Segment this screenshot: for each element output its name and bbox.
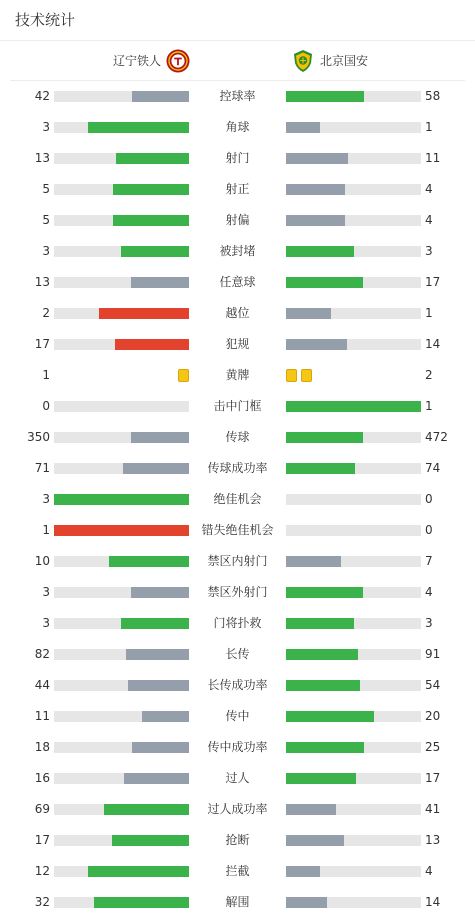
home-stat-bar (54, 308, 189, 319)
away-stat-value: 1 (425, 120, 433, 134)
home-stat-bar-fill (116, 153, 189, 164)
stat-row (0, 329, 475, 360)
home-stat-value: 69 (34, 802, 50, 816)
home-stat-value: 3 (42, 585, 50, 599)
stat-label: 过人 (225, 771, 250, 785)
home-stat-bar (54, 432, 189, 443)
teams-header (10, 41, 465, 81)
home-stat-bar (54, 835, 189, 846)
home-team[interactable] (113, 49, 190, 73)
stat-label: 黄牌 (225, 368, 250, 382)
away-stat-bar-fill (286, 215, 345, 226)
away-stat-bar-fill (286, 153, 348, 164)
away-stat-bar-fill (286, 742, 364, 753)
stat-label: 角球 (225, 120, 250, 134)
away-stat-bar-fill (286, 897, 327, 908)
away-stat-bar (286, 649, 421, 660)
away-stat-bar (286, 277, 421, 288)
home-stat-bar (54, 525, 189, 536)
stat-label: 门将扑救 (213, 616, 262, 630)
home-stat-bar-fill (99, 308, 189, 319)
home-stat-bar-fill (132, 742, 189, 753)
home-stat-bar (54, 184, 189, 195)
away-stat-bar-fill (286, 308, 331, 319)
stat-row (0, 670, 475, 701)
home-stat-bar-fill (54, 494, 189, 505)
away-stat-bar-fill (286, 618, 354, 629)
stat-row (0, 112, 475, 143)
away-stat-bar-fill (286, 463, 355, 474)
yellow-card-icon (301, 369, 312, 382)
home-stat-bar-fill (88, 866, 189, 877)
page-title: 技术统计 (15, 11, 76, 29)
yellow-card-icon (178, 369, 189, 382)
away-stat-bar-fill (286, 246, 354, 257)
away-stat-value: 1 (425, 306, 433, 320)
home-stat-bar (54, 897, 189, 908)
stat-label: 射正 (225, 182, 250, 196)
away-stat-value: 4 (425, 213, 433, 227)
home-stat-value: 5 (42, 182, 50, 196)
home-stat-value: 13 (34, 275, 50, 289)
home-stat-value: 1 (42, 368, 50, 382)
home-stat-value: 2 (42, 306, 50, 320)
stat-row (0, 267, 475, 298)
home-stat-bar (54, 277, 189, 288)
stat-row (0, 143, 475, 174)
away-stat-bar (286, 153, 421, 164)
stat-row (0, 887, 475, 918)
home-stat-value: 3 (42, 616, 50, 630)
away-stat-bar-fill (286, 680, 360, 691)
home-stat-value: 350 (27, 430, 50, 444)
stat-row (0, 763, 475, 794)
away-team-name: 北京国安 (320, 54, 369, 68)
home-stat-value: 5 (42, 213, 50, 227)
stat-label: 射偏 (225, 213, 250, 227)
home-stat-bar (54, 618, 189, 629)
away-stat-value: 58 (425, 89, 441, 103)
home-stat-bar (54, 773, 189, 784)
away-stat-value: 54 (425, 678, 441, 692)
stat-label: 传中成功率 (207, 740, 268, 754)
home-stat-value: 71 (34, 461, 50, 475)
stat-row (0, 608, 475, 639)
stat-label: 禁区外射门 (207, 585, 268, 599)
away-stat-bar (286, 587, 421, 598)
home-yellow-cards (178, 369, 189, 382)
home-stat-value: 13 (34, 151, 50, 165)
stat-row (0, 856, 475, 887)
home-stat-bar-fill (115, 339, 189, 350)
home-stat-value: 17 (34, 833, 50, 847)
stat-label: 射门 (225, 151, 250, 165)
away-stat-value: 3 (425, 616, 433, 630)
stat-row (0, 546, 475, 577)
home-stat-bar (54, 742, 189, 753)
away-stat-bar (286, 711, 421, 722)
away-stat-bar-fill (286, 184, 345, 195)
away-stat-bar (286, 494, 421, 505)
away-stat-value: 4 (425, 585, 433, 599)
stat-label: 拦截 (225, 864, 250, 878)
home-stat-bar (54, 153, 189, 164)
away-stat-value: 7 (425, 554, 433, 568)
away-team[interactable] (291, 49, 368, 73)
home-stat-bar (54, 463, 189, 474)
away-stat-bar (286, 866, 421, 877)
home-stat-bar-fill (112, 835, 189, 846)
away-stat-bar (286, 618, 421, 629)
stat-label: 越位 (225, 306, 250, 320)
away-stat-bar (286, 339, 421, 350)
away-stat-value: 1 (425, 399, 433, 413)
stat-label: 禁区内射门 (207, 554, 268, 568)
away-stat-value: 91 (425, 647, 441, 661)
stat-row (0, 825, 475, 856)
home-stat-bar (54, 649, 189, 660)
stat-label: 解围 (225, 895, 250, 909)
stats-list (0, 81, 475, 918)
away-stat-value: 20 (425, 709, 441, 723)
home-stat-value: 10 (34, 554, 50, 568)
stat-row (0, 422, 475, 453)
away-stat-bar (286, 773, 421, 784)
away-stat-bar-fill (286, 277, 363, 288)
away-stat-bar (286, 184, 421, 195)
home-stat-bar-fill (123, 463, 189, 474)
away-stat-bar-fill (286, 432, 363, 443)
stat-label: 长传 (225, 647, 250, 661)
home-stat-bar (54, 711, 189, 722)
home-stat-bar (54, 556, 189, 567)
stat-row (0, 360, 475, 391)
away-stat-bar (286, 680, 421, 691)
liaoning-tieren-logo-icon (166, 49, 190, 73)
away-stat-bar (286, 401, 421, 412)
away-stat-value: 4 (425, 864, 433, 878)
stat-row (0, 205, 475, 236)
home-stat-bar (54, 122, 189, 133)
stat-row (0, 453, 475, 484)
stat-row (0, 732, 475, 763)
home-stat-bar-fill (128, 680, 189, 691)
away-stat-bar-fill (286, 339, 347, 350)
home-stat-bar-fill (113, 215, 189, 226)
stat-row (0, 391, 475, 422)
away-stat-value: 17 (425, 275, 441, 289)
stat-label: 被封堵 (219, 244, 256, 258)
stat-label: 绝佳机会 (213, 492, 262, 506)
away-stat-bar (286, 215, 421, 226)
stat-label: 传球成功率 (207, 461, 268, 475)
home-stat-bar-fill (104, 804, 189, 815)
stat-label: 犯规 (225, 337, 250, 351)
home-stat-bar-fill (94, 897, 189, 908)
home-stat-bar-fill (142, 711, 189, 722)
stat-row (0, 236, 475, 267)
home-stat-bar-fill (121, 246, 189, 257)
away-stat-bar-fill (286, 91, 364, 102)
stat-label: 击中门框 (213, 399, 262, 413)
home-stat-value: 44 (34, 678, 50, 692)
away-stat-bar (286, 308, 421, 319)
home-stat-value: 32 (34, 895, 50, 909)
away-stat-bar-fill (286, 401, 421, 412)
home-stat-value: 82 (34, 647, 50, 661)
stat-row (0, 794, 475, 825)
stat-label: 过人成功率 (207, 802, 268, 816)
stat-label: 传中 (225, 709, 250, 723)
home-stat-value: 11 (34, 709, 50, 723)
away-stat-value: 3 (425, 244, 433, 258)
stat-row (0, 639, 475, 670)
away-stat-bar-fill (286, 835, 344, 846)
away-stat-value: 472 (425, 430, 448, 444)
home-stat-bar-fill (121, 618, 189, 629)
away-stat-bar-fill (286, 122, 320, 133)
home-stat-value: 3 (42, 120, 50, 134)
home-stat-bar-fill (113, 184, 189, 195)
home-stat-value: 18 (34, 740, 50, 754)
stat-row (0, 701, 475, 732)
stat-label: 任意球 (219, 275, 256, 289)
away-stat-bar-fill (286, 804, 336, 815)
away-stat-bar (286, 897, 421, 908)
home-stat-value: 16 (34, 771, 50, 785)
home-stat-value: 3 (42, 492, 50, 506)
home-stat-bar-fill (109, 556, 189, 567)
home-stat-value: 42 (34, 89, 50, 103)
away-stat-bar (286, 122, 421, 133)
home-stat-bar (54, 246, 189, 257)
stat-label: 控球率 (219, 89, 256, 103)
home-stat-bar (54, 587, 189, 598)
home-stat-bar-fill (131, 277, 189, 288)
home-stat-bar (54, 215, 189, 226)
stat-label: 传球 (225, 430, 250, 444)
home-stat-value: 17 (34, 337, 50, 351)
stat-row (0, 484, 475, 515)
away-stat-bar (286, 556, 421, 567)
home-stat-bar-fill (88, 122, 189, 133)
away-stat-value: 41 (425, 802, 441, 816)
home-stat-bar (54, 804, 189, 815)
home-stat-bar-fill (131, 587, 189, 598)
home-stat-bar (54, 91, 189, 102)
away-stat-value: 25 (425, 740, 441, 754)
away-stat-bar-fill (286, 866, 320, 877)
home-stat-bar (54, 339, 189, 350)
home-stat-value: 12 (34, 864, 50, 878)
home-team-name: 辽宁铁人 (112, 54, 161, 68)
home-stat-bar-fill (126, 649, 189, 660)
away-stat-value: 14 (425, 337, 441, 351)
away-stat-bar-fill (286, 556, 341, 567)
away-stat-value: 13 (425, 833, 441, 847)
stat-row (0, 81, 475, 112)
home-stat-bar-fill (131, 432, 189, 443)
away-stat-value: 4 (425, 182, 433, 196)
stat-label: 错失绝佳机会 (201, 523, 274, 537)
home-stat-bar-fill (124, 773, 189, 784)
away-stat-bar (286, 432, 421, 443)
stat-label: 抢断 (225, 833, 250, 847)
home-stat-value: 3 (42, 244, 50, 258)
home-stat-bar (54, 680, 189, 691)
away-stat-bar (286, 525, 421, 536)
away-stat-bar-fill (286, 649, 358, 660)
home-stat-bar (54, 401, 189, 412)
away-yellow-cards (286, 369, 312, 382)
stat-row (0, 577, 475, 608)
home-stat-bar-fill (132, 91, 189, 102)
away-stat-bar (286, 804, 421, 815)
away-stat-bar-fill (286, 587, 363, 598)
away-stat-value: 0 (425, 492, 433, 506)
home-stat-bar-fill (54, 525, 189, 536)
away-stat-value: 17 (425, 771, 441, 785)
away-stat-value: 2 (425, 368, 433, 382)
stat-label: 长传成功率 (207, 678, 268, 692)
away-stat-bar (286, 835, 421, 846)
away-stat-bar (286, 463, 421, 474)
stat-row (0, 174, 475, 205)
away-stat-bar-fill (286, 773, 356, 784)
beijing-guoan-logo-icon (291, 49, 315, 73)
away-stat-value: 14 (425, 895, 441, 909)
home-stat-bar (54, 494, 189, 505)
home-stat-value: 1 (42, 523, 50, 537)
away-stat-bar (286, 742, 421, 753)
stat-row (0, 515, 475, 546)
home-stat-bar (54, 866, 189, 877)
away-stat-value: 11 (425, 151, 441, 165)
away-stat-value: 0 (425, 523, 433, 537)
away-stat-bar (286, 246, 421, 257)
home-stat-value: 0 (42, 399, 50, 413)
yellow-card-icon (286, 369, 297, 382)
stat-row (0, 298, 475, 329)
away-stat-bar-fill (286, 711, 374, 722)
away-stat-bar (286, 91, 421, 102)
away-stat-value: 74 (425, 461, 441, 475)
